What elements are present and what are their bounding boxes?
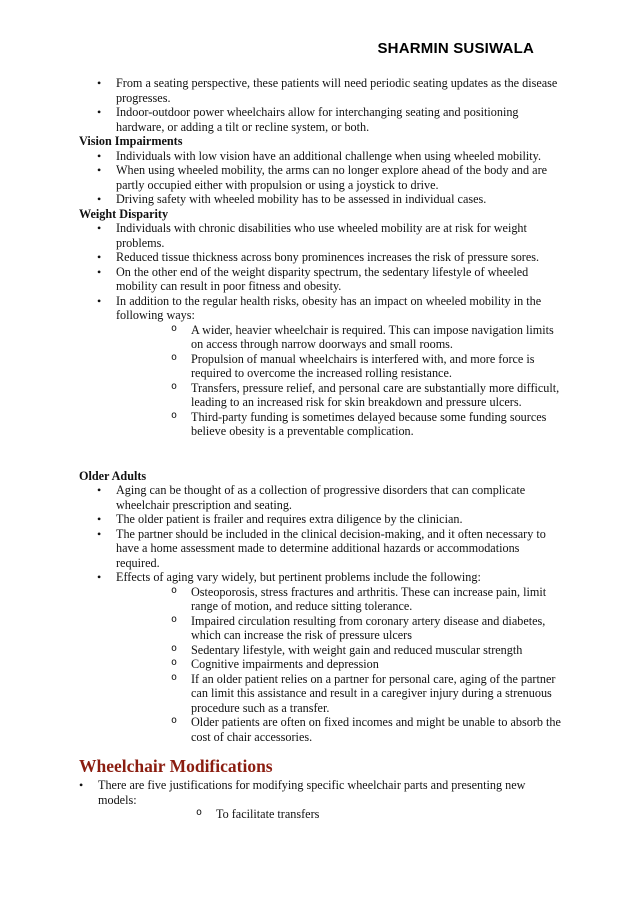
- list-item: • The partner should be included in the clinical decision-making, and it often necessary to have a home assessment made to determine additional hazards or accommodations required.: [79, 527, 565, 571]
- modifications-sublist: [98, 807, 565, 822]
- older-heading: Older Adults: [79, 468, 147, 483]
- document-body: [79, 76, 565, 822]
- sublist-item: o Osteoporosis, stress fractures and arthritis. These can increase pain, limit range of motion, and reduce sitting tolerance.: [116, 585, 565, 614]
- sublist-item: o Sedentary lifestyle, with weight gain and reduced muscular strength: [116, 643, 565, 658]
- list-item: • Driving safety with wheeled mobility has to be assessed in individual cases.: [79, 192, 565, 207]
- weight-sublist: [116, 323, 565, 439]
- list-item: • Indoor-outdoor power wheelchairs allow for interchanging seating and positioning hardware, or adding a tilt or recline system, or both.: [79, 105, 565, 134]
- sublist-item: o If an older patient relies on a partner for personal care, aging of the partner can limit this assistance and result in a caregiver injury during a strenuous procedure such as a transfer.: [116, 672, 565, 716]
- list-item: • From a seating perspective, these patients will need periodic seating updates as the disease progresses.: [79, 76, 565, 105]
- modifications-list: [79, 778, 565, 822]
- page-header-author: SHARMIN SUSIWALA: [377, 40, 534, 57]
- section-heading-modifications: Wheelchair Modifications: [79, 756, 273, 776]
- list-item: • On the other end of the weight disparity spectrum, the sedentary lifestyle of wheeled mobility can result in poor fitness and obesity.: [79, 265, 565, 294]
- list-item: • Aging can be thought of as a collection of progressive disorders that can complicate wheelchair prescription and seating.: [79, 483, 565, 512]
- sublist-item: o Propulsion of manual wheelchairs is interfered with, and more force is required to overcome the increased rolling resistance.: [116, 352, 565, 381]
- list-item: [79, 294, 565, 439]
- list-item: • Individuals with chronic disabilities who use wheeled mobility are at risk for weight problems.: [79, 221, 565, 250]
- sublist-item: o To facilitate transfers: [98, 807, 565, 822]
- sublist-item: o Cognitive impairments and depression: [116, 657, 565, 672]
- list-item-text: In addition to the regular health risks, obesity has an impact on wheeled mobility in the following ways:: [116, 293, 542, 322]
- older-sublist: [116, 585, 565, 745]
- list-item: • The older patient is frailer and requires extra diligence by the clinician.: [79, 512, 565, 527]
- sublist-item: o Third-party funding is sometimes delayed because some funding sources believe obesity is a preventable complication.: [116, 410, 565, 439]
- spacer: [79, 439, 565, 469]
- vision-heading: Vision Impairments: [79, 134, 183, 148]
- list-item: [79, 778, 565, 822]
- list-item-text: Effects of aging vary widely, but pertinent problems include the following:: [116, 570, 481, 584]
- sublist-item: o Impaired circulation resulting from coronary artery disease and diabetes, which can increase the risk of pressure ulcers: [116, 614, 565, 643]
- list-item-text: There are five justifications for modifying specific wheelchair parts and presenting new models:: [98, 778, 526, 807]
- sublist-item: o Transfers, pressure relief, and personal care are substantially more difficult, leading to an increased risk for skin breakdown and pressure ulcers.: [116, 381, 565, 410]
- older-list: [79, 483, 565, 744]
- intro-list: [79, 76, 565, 134]
- weight-list: [79, 221, 565, 439]
- sublist-item: o A wider, heavier wheelchair is required. This can impose navigation limits on access through narrow doorways and small rooms.: [116, 323, 565, 352]
- vision-list: [79, 149, 565, 207]
- list-item: • When using wheeled mobility, the arms can no longer explore ahead of the body and are partly occupied either with propulsion or using a joystick to drive.: [79, 163, 565, 192]
- weight-heading: Weight Disparity: [79, 206, 169, 221]
- list-item: • Reduced tissue thickness across bony prominences increases the risk of pressure sores.: [79, 250, 565, 265]
- list-item: • Individuals with low vision have an additional challenge when using wheeled mobility.: [79, 149, 565, 164]
- list-item: [79, 570, 565, 744]
- sublist-item: o Older patients are often on fixed incomes and might be unable to absorb the cost of chair accessories.: [116, 715, 565, 744]
